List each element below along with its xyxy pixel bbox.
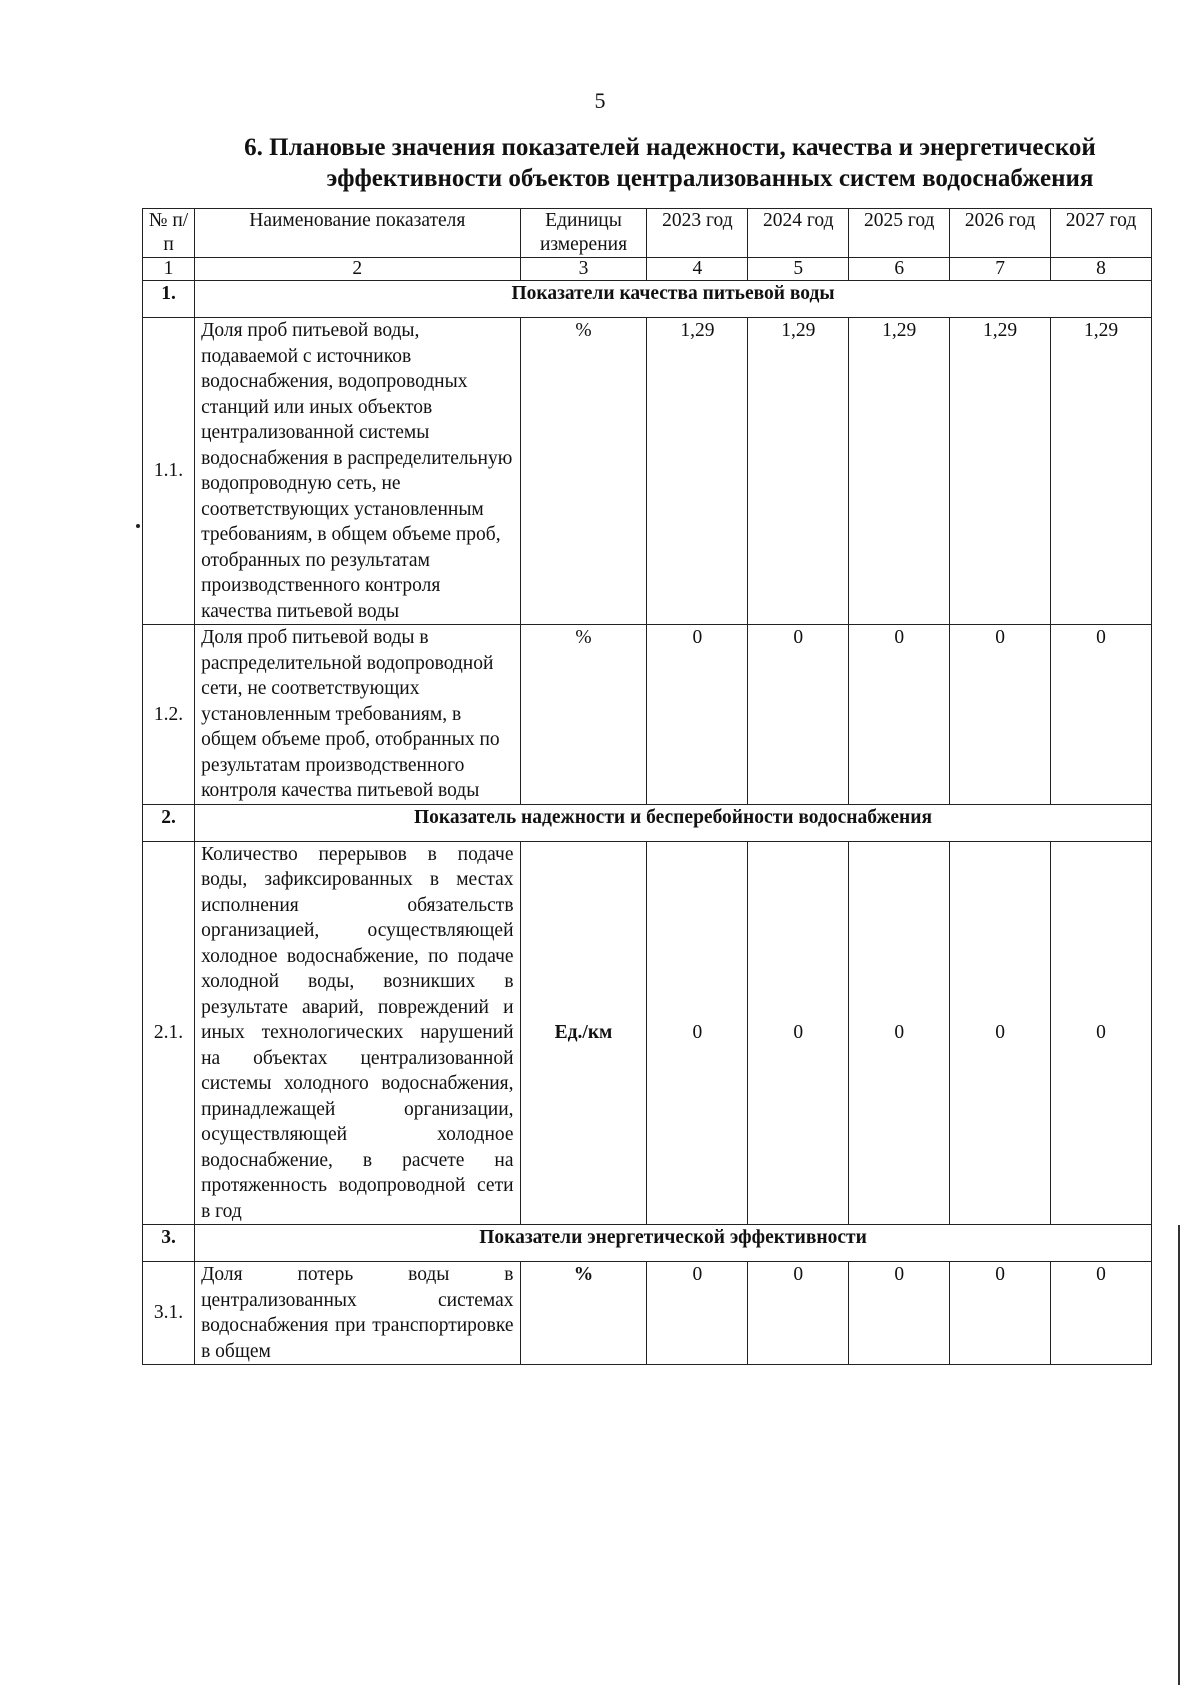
table-row (143, 625, 1152, 805)
indicators-table (142, 208, 1152, 1365)
value-2023: 0 (647, 625, 748, 805)
indicator-name: Доля потерь воды в централизованных системах водоснабжения при транспортировке в общем (195, 1262, 520, 1365)
header-name: Наименование показателя (195, 209, 520, 258)
value-2025: 1,29 (849, 318, 950, 625)
column-number: 6 (849, 258, 950, 281)
section-row (143, 1225, 1152, 1262)
column-number: 1 (143, 258, 195, 281)
value-2027: 1,29 (1051, 318, 1152, 625)
header-2027: 2027 год (1051, 209, 1152, 258)
indicator-unit: % (520, 318, 647, 625)
header-num: № п/п (143, 209, 195, 258)
section-title: Показатель надежности и бесперебойности водоснабжения (195, 804, 1152, 841)
column-number: 7 (950, 258, 1051, 281)
value-2025: 0 (849, 841, 950, 1225)
header-2024: 2024 год (748, 209, 849, 258)
header-2025: 2025 год (849, 209, 950, 258)
value-2024: 0 (748, 1262, 849, 1365)
section-number: 2. (143, 804, 195, 841)
value-2026: 0 (950, 625, 1051, 805)
table-row (143, 318, 1152, 625)
section-title: Показатели энергетической эффективности (195, 1225, 1152, 1262)
page-number: 5 (594, 88, 606, 113)
indicator-unit: % (520, 625, 647, 805)
value-2023: 1,29 (647, 318, 748, 625)
value-2024: 0 (748, 625, 849, 805)
scan-speck (136, 524, 140, 528)
value-2025: 0 (849, 1262, 950, 1365)
value-2026: 0 (950, 841, 1051, 1225)
indicator-name: Количество перерывов в подаче воды, зафиксированных в местах исполнения обязательств организацией, осуществляющей холодное водоснабжение, по подаче холодной воды, возникших в результате аварий, повреждений и иных технологических нарушений на объектах централизованной системы холодного водоснабжения, принадлежащей организации, осуществляющей холодное водоснабжение, в расчете на протяженность водопроводной сети в год (195, 841, 520, 1225)
value-2026: 0 (950, 1262, 1051, 1365)
indicator-name: Доля проб питьевой воды в распределительной водопроводной сети, не соответствующих установленным требованиям, в общем объеме проб, отобранных по результатам производственного контроля качества питьевой воды (195, 625, 520, 805)
column-number-row (143, 258, 1152, 281)
header-unit: Единицы измерения (520, 209, 647, 258)
row-number: 3.1. (143, 1262, 195, 1365)
section-title: Показатели качества питьевой воды (195, 281, 1152, 318)
value-2027: 0 (1051, 1262, 1152, 1365)
title-line-2: эффективности объектов централизованных систем водоснабжения (326, 165, 1094, 192)
value-2023: 0 (647, 1262, 748, 1365)
row-number: 1.1. (143, 318, 195, 625)
table-row (143, 841, 1152, 1225)
section-row (143, 281, 1152, 318)
document-title (200, 132, 1160, 194)
value-2027: 0 (1051, 625, 1152, 805)
indicator-name: Доля проб питьевой воды, подаваемой с источников водоснабжения, водопроводных станций или иных объектов централизованной системы водоснабжения в распределительную водопроводную сеть, не соответствующих установленным требованиям, в общем объеме проб, отобранных по результатам производственного контроля качества питьевой воды (195, 318, 520, 625)
value-2026: 1,29 (950, 318, 1051, 625)
row-number: 2.1. (143, 841, 195, 1225)
section-row (143, 804, 1152, 841)
indicators-table-frame (142, 208, 1152, 1608)
row-number: 1.2. (143, 625, 195, 805)
value-2024: 1,29 (748, 318, 849, 625)
header-row (143, 209, 1152, 258)
value-2023: 0 (647, 841, 748, 1225)
column-number: 3 (520, 258, 647, 281)
table-row (143, 1262, 1152, 1365)
column-number: 4 (647, 258, 748, 281)
column-number: 5 (748, 258, 849, 281)
value-2027: 0 (1051, 841, 1152, 1225)
column-number: 8 (1051, 258, 1152, 281)
indicator-unit: % (520, 1262, 647, 1365)
value-2024: 0 (748, 841, 849, 1225)
section-number: 1. (143, 281, 195, 318)
value-2025: 0 (849, 625, 950, 805)
scan-edge-line (1178, 1225, 1180, 1685)
header-2026: 2026 год (950, 209, 1051, 258)
title-line-1: 6. Плановые значения показателей надежности, качества и энергетической (244, 134, 1096, 161)
header-2023: 2023 год (647, 209, 748, 258)
section-number: 3. (143, 1225, 195, 1262)
column-number: 2 (195, 258, 520, 281)
indicator-unit: Ед./км (520, 841, 647, 1225)
